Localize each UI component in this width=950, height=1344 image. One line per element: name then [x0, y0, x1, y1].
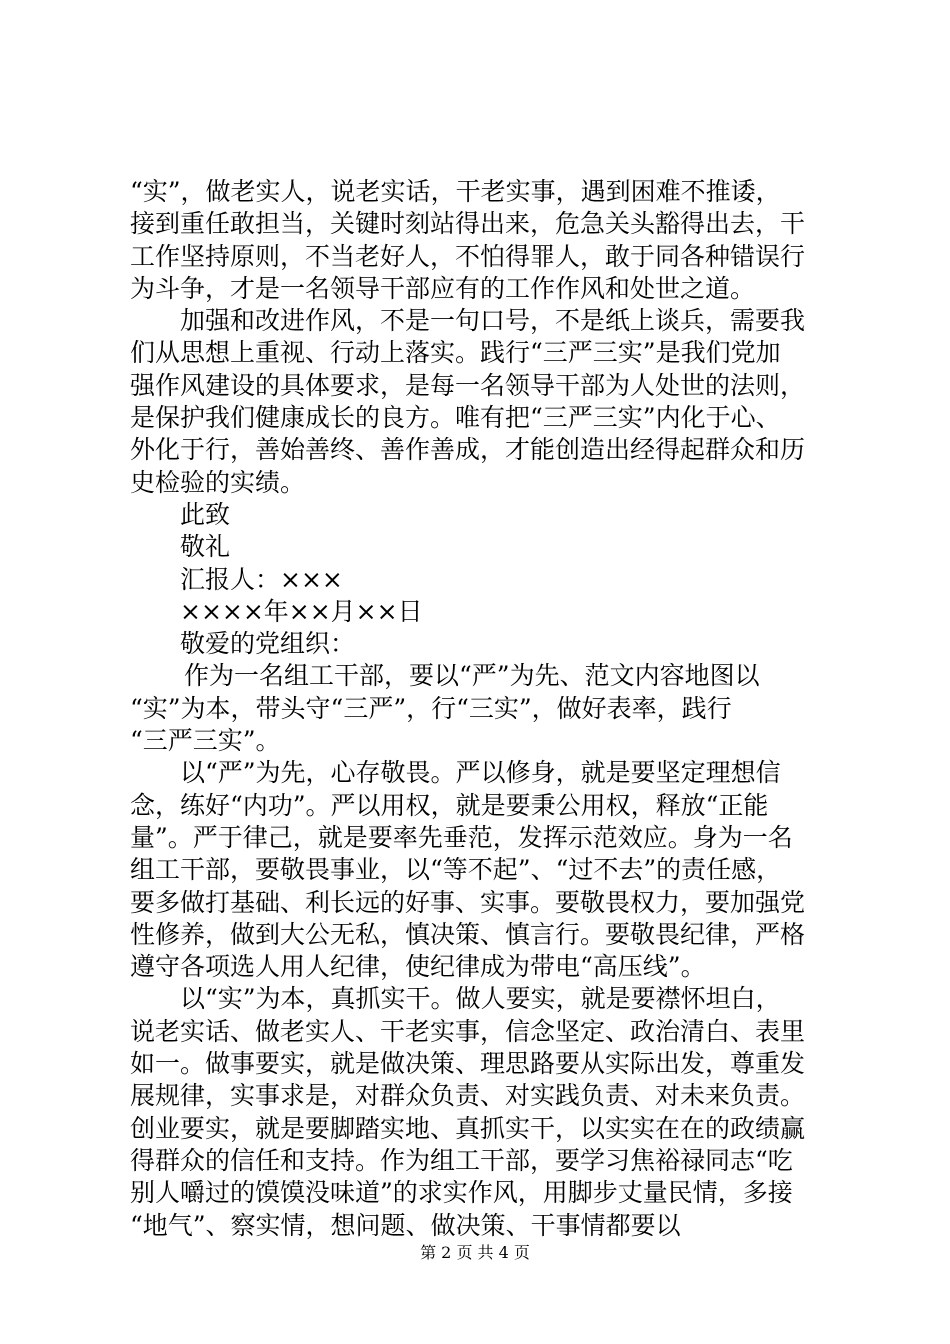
- text-line: 遵守各项选人用人纪律，使纪律成为带电“高压线”。: [130, 952, 706, 982]
- closing-regards: 敬礼: [180, 532, 231, 562]
- text-line: 说老实话、做老实人、干老实事，信念坚定、政治清白、表里: [130, 1016, 806, 1046]
- text-line: 量”。严于律己，就是要率先垂范，发挥示范效应。身为一名: [130, 822, 793, 852]
- text-line: 是保护我们健康成长的良方。唯有把“三严三实”内化于心、: [130, 403, 781, 433]
- text-line: 得群众的信任和支持。作为组工干部，要学习焦裕禄同志“吃: [130, 1145, 793, 1175]
- text-line: 外化于行，善始善终、善作善成，才能创造出经得起群众和历: [130, 435, 806, 465]
- text-line: 以“实”为本，真抓实干。做人要实，就是要襟怀坦白，: [180, 984, 781, 1014]
- text-line: 为斗争，才是一名领导干部应有的工作作风和处世之道。: [130, 273, 756, 303]
- text-line: 展规律，实事求是，对群众负责、对实践负责、对未来负责。: [130, 1081, 806, 1111]
- text-line: 要多做打基础、利长远的好事、实事。要敬畏权力，要加强党: [130, 887, 806, 917]
- text-line: 们从思想上重视、行动上落实。践行“三严三实”是我们党加: [130, 338, 781, 368]
- text-line: 以“严”为先，心存敬畏。严以修身，就是要坚定理想信: [180, 758, 781, 788]
- date-line: ××××年××月××日: [180, 596, 423, 626]
- page-number-footer: 第 2 页 共 4 页: [420, 1243, 530, 1262]
- text-line: 接到重任敢担当，关键时刻站得出来，危急关头豁得出去，干: [130, 209, 806, 239]
- closing-salutation: 此致: [180, 499, 231, 529]
- text-line: 别人嚼过的馍馍没味道”的求实作风，用脚步丈量民情，多接: [130, 1178, 793, 1208]
- reporter-line: 汇报人：×××: [180, 564, 343, 594]
- text-line: 强作风建设的具体要求，是每一名领导干部为人处世的法则，: [130, 370, 806, 400]
- text-line: “实”，做老实人，说老实话，干老实事，遇到困难不推诿，: [130, 177, 781, 206]
- body-text: [130, 176, 830, 1242]
- text-line: 如一。做事要实，就是做决策、理思路要从实际出发，尊重发: [130, 1049, 806, 1079]
- text-line: 作为一名组工干部，要以“严”为先、范文内容地图以: [184, 661, 760, 691]
- text-line: “三严三实”。: [130, 726, 281, 756]
- text-line: 工作坚持原则，不当老好人，不怕得罪人，敢于同各种错误行: [130, 241, 806, 271]
- text-line: 组工干部，要敬畏事业，以“等不起”、“过不去”的责任感，: [130, 855, 782, 885]
- text-line: 性修养，做到大公无私，慎决策、慎言行。要敬畏纪律，严格: [130, 919, 806, 949]
- text-line: “实”为本，带头守“三严”，行“三实”，做好表率，践行: [130, 693, 732, 723]
- text-line: 念，练好“内功”。严以用权，就是要秉公用权，释放“正能: [130, 790, 769, 820]
- text-line: 创业要实，就是要脚踏实地、真抓实干，以实实在在的政绩赢: [130, 1113, 806, 1143]
- text-line: 史检验的实绩。: [130, 467, 306, 497]
- text-line: 加强和改进作风，不是一句口号，不是纸上谈兵，需要我: [180, 306, 806, 336]
- text-line: “地气”、察实情，想问题、做决策、干事情都要以: [130, 1210, 681, 1240]
- greeting-line: 敬爱的党组织：: [180, 629, 356, 659]
